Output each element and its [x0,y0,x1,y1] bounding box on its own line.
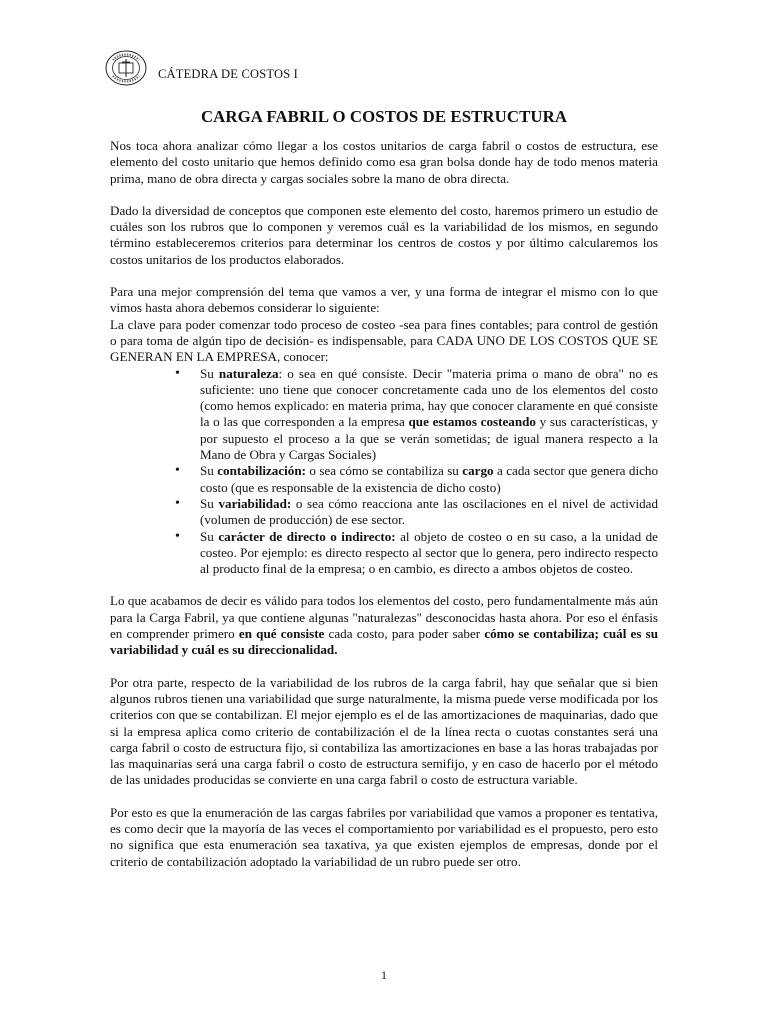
list-item-variabilidad [200,496,658,529]
paragraph-comprehension: Para una mejor comprensión del tema que vamos a ver, y una forma de integrar el mismo con lo que vimos hasta ahora debemos considerar lo siguiente: [110,284,658,316]
text-run: y sus características, y por supuesto el proceso a la que se verán sometidas; de igual manera respecto a la Mano de Obra y Cargas Sociales) [200,414,658,463]
page-number: 1 [381,968,387,982]
bold-term: en qué consiste [238,626,325,642]
text-run: Su [200,365,219,381]
document-body [110,138,658,886]
list-item-naturaleza [200,366,658,464]
paragraph-variability: Por otra parte, respecto de la variabilidad de los rubros de la carga fabril, hay que señalar que si bien algunos rubros tienen una variabilidad que surge naturalmente, la misma puede verse modificada por los criterios con que se contabilizan. El mejor ejemplo es el de las amortizaciones de maquinarias, dado que si la empresa aplica como criterio de contabilización el de la línea recta o cuotas constantes será una carga fabril o costo de estructura fijo, si contabiliza las amortizaciones en base a las horas trabajadas por las maquinarias será una carga fabril o costo de estructura semifijo, y en caso de hacerlo por el método de las unidades producidas se convierte en una carga fabril o costo de estructura variable. [110,674,658,788]
text-run: : o sea en qué consiste. Decir "materia prima o mano de obra" no es suficiente: uno tiene que conocer concretamente cada uno de los elementos del costo (como hemos explicado: en materia prima, hay que conocer claramente en qué consiste la o las que corresponden a la empresa [200,365,658,430]
text-run: Su [200,463,218,479]
document-title: CARGA FABRIL O COSTOS DE ESTRUCTURA [200,107,568,126]
paragraph-diversity: Dado la diversidad de conceptos que componen este elemento del costo, haremos primero un estudio de cuáles son los rubros que lo componen y veremos cuál es la variabilidad de los mismos, en segundo término estableceremos criterios para determinar los centros de costos y por último calcularemos los costos unitarios de los productos elaborados. [110,202,658,267]
course-label: CÁTEDRA DE COSTOS I [158,67,299,81]
text-run: cada costo, para poder saber [324,626,485,642]
page-header [104,48,664,88]
text-run: al objeto de costeo o en su caso, a la unidad de costeo. Por ejemplo: es directo respecto al sector que lo genera, pero indirecto respecto al producto final de la empresa; o en cambio, es directo a ambos objetos de costeo. [200,528,658,577]
text-run: o sea cómo se contabiliza su [306,463,463,479]
list-item-caracter [200,529,658,578]
bold-term: cómo se contabiliza; cuál es su variabilidad y cuál es su direccionalidad. [110,626,658,658]
text-run: a cada sector que genera dicho costo (que es responsable de la existencia de dicho costo) [200,463,658,495]
bold-term: variabilidad: [218,495,292,511]
text-run: Lo que acabamos de decir es válido para todos los elementos del costo, pero fundamentalmente más aún para la Carga Fabril, ya que contiene algunas "naturalezas" desconocidas hasta ahora. Por eso el énfasis en comprender primero [110,593,658,642]
bold-term: que estamos costeando [408,414,536,430]
paragraph-enumeration: Por esto es que la enumeración de las cargas fabriles por variabilidad que vamos a proponer es tentativa, es como decir que la mayoría de las veces el comportamiento por variabilidad es el propuesto, pero esto no significa que esta enumeración sea taxativa, ya que existen ejemplos de empresas, donde por el criterio de contabilización adoptado la variabilidad de un rubro puede ser otro. [110,804,658,869]
list-item-contabilizacion [200,463,658,496]
university-seal-icon [104,48,148,88]
bullet-list [110,366,658,578]
bold-term: naturaleza [218,365,279,381]
paragraph-emphasis [110,593,658,658]
text-run: Su [200,528,219,544]
paragraph-key: La clave para poder comenzar todo proceso de costeo -sea para fines contables; para control de gestión o para toma de algún tipo de decisión- es indispensable, para CADA UNO DE LOS COSTOS QUE SE GENERAN EN LA EMPRESA, conocer: [110,316,658,365]
bold-term: contabilización: [217,463,306,479]
bold-term: cargo [462,463,494,479]
text-run: Su [200,495,219,511]
text-run: o sea cómo reacciona ante las oscilaciones en el nivel de actividad (volumen de producción) de ese sector. [200,495,658,528]
paragraph-intro: Nos toca ahora analizar cómo llegar a los costos unitarios de carga fabril o costos de estructura, ese elemento del costo unitario que hemos definido como esa gran bolsa donde hay de todo menos materia prima, mano de obra directa y cargas sociales sobre la mano de obra directa. [110,138,658,186]
bold-term: carácter de directo o indirecto: [218,528,396,544]
